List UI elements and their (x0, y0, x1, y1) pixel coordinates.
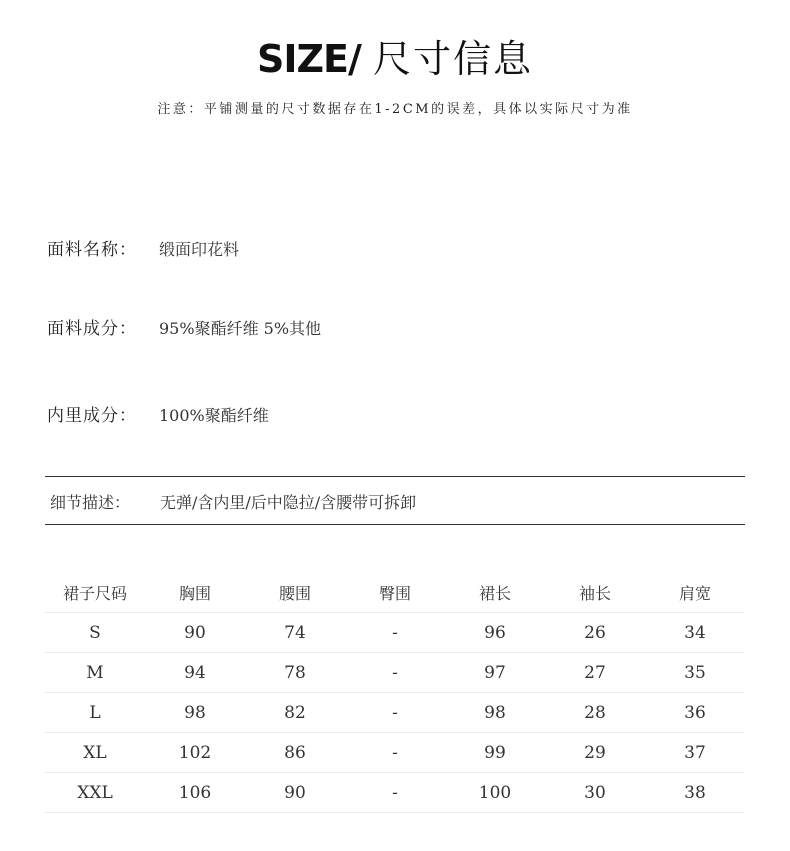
detail-value: 无弹/含内里/后中隐拉/含腰带可拆卸 (160, 493, 417, 512)
table-row (45, 693, 745, 733)
cell-sleeve-length: 29 (545, 733, 645, 773)
lining-composition-label: 内里成分： (47, 406, 137, 426)
table-row (45, 773, 745, 813)
table-row (45, 653, 745, 693)
cell-hip: - (345, 653, 445, 693)
cell-sleeve-length: 27 (545, 653, 645, 693)
fabric-composition-label: 面料成分： (47, 319, 137, 339)
fabric-name-row (47, 235, 239, 260)
cell-hip: - (345, 613, 445, 653)
cell-hip: - (345, 693, 445, 733)
cell-size: XXL (45, 773, 145, 813)
cell-size: XL (45, 733, 145, 773)
cell-shoulder-width: 38 (645, 773, 745, 813)
cell-waist: 78 (245, 653, 345, 693)
cell-waist: 74 (245, 613, 345, 653)
cell-shoulder-width: 35 (645, 653, 745, 693)
cell-bust: 90 (145, 613, 245, 653)
cell-shoulder-width: 37 (645, 733, 745, 773)
header-shoulder-width: 肩宽 (645, 573, 745, 613)
header-hip: 臀围 (345, 573, 445, 613)
table-row (45, 733, 745, 773)
cell-skirt-length: 96 (445, 613, 545, 653)
cell-hip: - (345, 773, 445, 813)
cell-bust: 98 (145, 693, 245, 733)
title-cn: 尺寸信息 (372, 37, 533, 81)
cell-waist: 90 (245, 773, 345, 813)
cell-size: M (45, 653, 145, 693)
page-title (0, 28, 790, 83)
header-skirt-length: 裙长 (445, 573, 545, 613)
cell-size: S (45, 613, 145, 653)
divider-top (45, 476, 745, 477)
fabric-composition-value: 95%聚酯纤维 5%其他 (159, 319, 322, 338)
cell-waist: 82 (245, 693, 345, 733)
cell-shoulder-width: 34 (645, 613, 745, 653)
table-row (45, 613, 745, 653)
fabric-composition-row (47, 314, 321, 339)
detail-row (50, 490, 416, 513)
lining-composition-row (47, 401, 269, 426)
header-bust: 胸围 (145, 573, 245, 613)
header-waist: 腰围 (245, 573, 345, 613)
cell-bust: 102 (145, 733, 245, 773)
cell-skirt-length: 97 (445, 653, 545, 693)
cell-skirt-length: 100 (445, 773, 545, 813)
detail-label: 细节描述： (50, 493, 131, 512)
fabric-name-value: 缎面印花料 (159, 240, 240, 259)
cell-hip: - (345, 733, 445, 773)
header-size: 裙子尺码 (45, 573, 145, 613)
cell-skirt-length: 99 (445, 733, 545, 773)
cell-bust: 106 (145, 773, 245, 813)
cell-waist: 86 (245, 733, 345, 773)
divider-bottom (45, 524, 745, 525)
cell-sleeve-length: 26 (545, 613, 645, 653)
size-table-header-row (45, 573, 745, 613)
cell-sleeve-length: 28 (545, 693, 645, 733)
lining-composition-value: 100%聚酯纤维 (159, 406, 269, 425)
cell-skirt-length: 98 (445, 693, 545, 733)
cell-size: L (45, 693, 145, 733)
measurement-note: 注意：平铺测量的尺寸数据存在1-2CM的误差，具体以实际尺寸为准 (157, 102, 633, 117)
title-en: SIZE/ (256, 37, 361, 81)
fabric-name-label: 面料名称： (47, 240, 137, 260)
cell-bust: 94 (145, 653, 245, 693)
cell-sleeve-length: 30 (545, 773, 645, 813)
header-sleeve-length: 袖长 (545, 573, 645, 613)
size-table (45, 573, 745, 813)
cell-shoulder-width: 36 (645, 693, 745, 733)
